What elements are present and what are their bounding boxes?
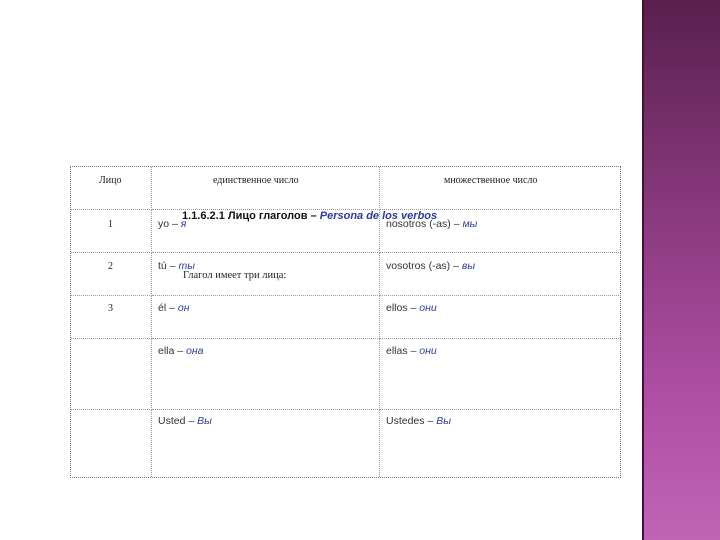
person-number: 3 [108,303,113,314]
table-row-2-plural-cell [380,253,621,296]
plural-pronoun: ellos – они [386,302,437,314]
header-plural-cell [380,167,621,210]
table-row-1-person-cell [71,210,152,253]
singular-pronoun: ella – она [158,345,204,357]
table-row-4-person-cell [71,339,152,410]
table-row-2-person-cell [71,253,152,296]
singular-pronoun: yo – я [158,218,187,230]
person-number: 2 [108,261,113,272]
plural-pronoun: ellas – они [386,345,437,357]
table-row-3-plural-cell [380,296,621,339]
singular-pronoun: Usted – Вы [158,415,212,427]
table-row-3-person-cell [71,296,152,339]
table-row-5-plural-cell [380,410,621,477]
plural-pronoun: nosotros (-as) – мы [386,218,478,230]
header-person: Лицо [99,175,122,186]
table-row-4-plural-cell [380,339,621,410]
singular-pronoun: tú – ты [158,260,195,272]
table-row-5-singular-cell [152,410,380,477]
singular-pronoun: él – он [158,302,190,314]
header-plural: множественное число [444,175,538,186]
person-number: 1 [108,219,113,230]
table-row-5-person-cell [71,410,152,477]
table-row-3-singular-cell [152,296,380,339]
header-singular: единственное число [213,175,299,186]
plural-pronoun: Ustedes – Вы [386,415,451,427]
decorative-side-panel [642,0,720,540]
header-person-cell [71,167,152,210]
plural-pronoun: vosotros (-as) – вы [386,260,476,272]
table-row-4-singular-cell [152,339,380,410]
header-singular-cell [152,167,380,210]
section-subtitle: Глагол имеет три лица: [183,270,287,281]
section-heading: 1.1.6.2.1 Лицо глаголов – Persona de los verbos [182,210,438,222]
